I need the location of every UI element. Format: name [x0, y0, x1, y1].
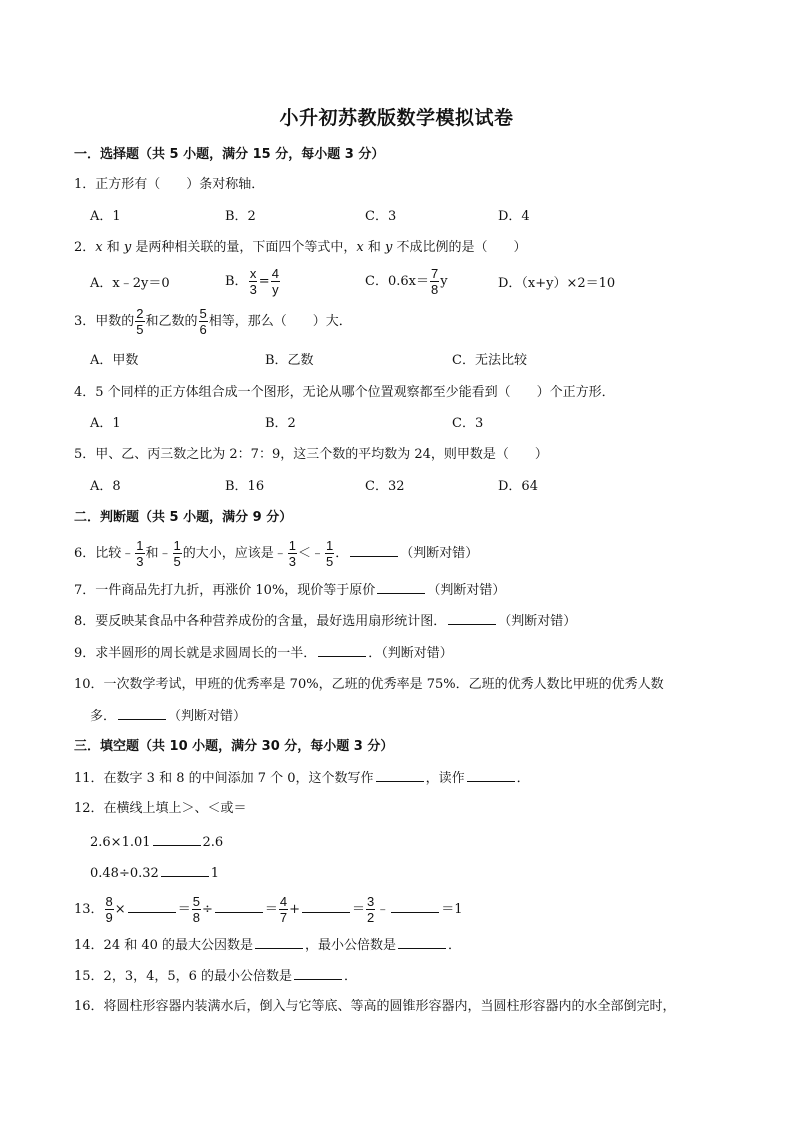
answer-blank[interactable]: [302, 900, 350, 913]
answer-blank[interactable]: [118, 707, 166, 720]
q4-option-b: B．2: [265, 416, 296, 431]
q14-mid: ，最小公倍数是: [305, 938, 397, 953]
denominator: 9: [105, 910, 113, 925]
answer-blank[interactable]: [350, 544, 398, 557]
numerator: x: [249, 266, 257, 281]
fraction: [271, 266, 280, 297]
operator: ÷: [201, 902, 213, 917]
equals: ＝: [352, 902, 366, 917]
fraction: [173, 538, 182, 569]
q2-text: 是两种相关联的量，下面四个等式中，: [131, 240, 357, 255]
q14-prefix: 14．24 和 40 的最大公因数是: [74, 938, 254, 953]
equals: ＝1: [441, 902, 463, 917]
answer-blank[interactable]: [153, 833, 201, 846]
denominator: 3: [136, 554, 144, 569]
denominator: 8: [192, 910, 200, 925]
question-13: [74, 894, 463, 925]
q10-prefix: 多．: [90, 709, 117, 724]
numerator: 4: [279, 894, 288, 909]
q8-text: 8．要反映某食品中各种营养成份的含量，最好选用扇形统计图．: [74, 614, 447, 629]
q3-suffix: 相等，那么（ ）大．: [208, 314, 352, 329]
numerator: 2: [136, 306, 144, 321]
question-7: [74, 581, 505, 600]
question-14: [74, 936, 461, 955]
denominator: 6: [199, 322, 207, 337]
fraction: [288, 538, 297, 569]
q12-row-2: [90, 864, 219, 883]
q6-mid4: ．: [335, 546, 349, 561]
q7-suffix: （判断对错）: [427, 583, 506, 598]
denominator: 5: [136, 322, 144, 337]
denominator: 5: [326, 554, 334, 569]
q5-option-d: D．64: [498, 479, 538, 494]
q2-option-b-label: B．: [225, 274, 248, 289]
fraction: [105, 894, 114, 925]
answer-blank[interactable]: [391, 900, 439, 913]
denominator: y: [272, 282, 279, 297]
numerator: 1: [288, 538, 297, 553]
q4-option-c: C．3: [452, 416, 484, 431]
q1-option-d: D．4: [498, 209, 530, 224]
answer-blank[interactable]: [467, 769, 515, 782]
q15-suffix: ．: [344, 969, 358, 984]
section-heading-choice: 一．选择题（共 5 小题，满分 15 分，每小题 3 分）: [74, 147, 385, 162]
q3-mid: 和乙数的: [145, 314, 198, 329]
question-16: 16．将圆柱形容器内装满水后，倒入与它等底、等高的圆锥形容器内，当圆柱形容器内的水全部倒完时，: [74, 999, 676, 1014]
q1-option-a: A．1: [90, 209, 121, 224]
fraction: [192, 894, 201, 925]
q2-option-b: [225, 266, 281, 297]
q9-suffix: ．（判断对错）: [368, 646, 453, 661]
q6-mid1: 和﹣: [145, 546, 172, 561]
q2-var-y: y: [123, 240, 132, 255]
q2-option-a: A．x﹣2y＝0: [90, 276, 170, 291]
q10-suffix: （判断对错）: [168, 709, 247, 724]
fraction: [199, 306, 208, 337]
q2-and: 和: [102, 240, 124, 255]
answer-blank[interactable]: [318, 644, 366, 657]
q5-option-c: C．32: [365, 479, 405, 494]
question-10-line1: 10．一次数学考试，甲班的优秀率是 70%，乙班的优秀率是 75%．乙班的优秀人数比甲班的优秀人数: [74, 677, 664, 692]
q12-row2-right: 1: [210, 866, 220, 881]
q5-option-a: A．8: [90, 479, 121, 494]
q12-row-1: [90, 833, 223, 852]
equals: ＝: [264, 902, 278, 917]
q2-option-c-label: C．0.6x＝: [365, 274, 429, 289]
q14-suffix: ．: [448, 938, 462, 953]
numerator: 1: [326, 538, 334, 553]
operator: +: [289, 902, 300, 917]
numerator: 1: [173, 538, 181, 553]
q2-option-c: [365, 266, 448, 297]
q12-row1-right: 2.6: [202, 835, 224, 850]
question-4: 4．5 个同样的正方体组合成一个图形，无论从哪个位置观察都至少能看到（ ）个正方形．: [74, 385, 615, 400]
answer-blank[interactable]: [376, 769, 424, 782]
q3-option-c: C．无法比较: [452, 353, 527, 368]
q11-prefix: 11．在数字 3 和 8 的中间添加 7 个 0，这个数写作: [74, 771, 374, 786]
page-title: 小升初苏教版数学模拟试卷: [279, 107, 514, 129]
answer-blank[interactable]: [377, 581, 425, 594]
fraction: [366, 894, 375, 925]
q2-option-c-tail: y: [440, 274, 448, 289]
q2-option-d: D．（x+y）×2＝10: [498, 276, 616, 291]
q2-and2: 和: [363, 240, 385, 255]
q12-row1-left: 2.6×1.01: [90, 835, 151, 850]
numerator: 1: [136, 538, 144, 553]
answer-blank[interactable]: [294, 967, 342, 980]
question-15: [74, 967, 357, 986]
operator: ﹣: [376, 902, 390, 917]
q15-prefix: 15．2，3，4，5，6 的最小公倍数是: [74, 969, 293, 984]
equals: =: [258, 274, 270, 289]
numerator: 8: [105, 894, 113, 909]
numerator: 4: [271, 266, 279, 281]
q13-label: 13．: [74, 902, 104, 917]
q6-prefix: 6．比较﹣: [74, 546, 135, 561]
q3-option-a: A．甲数: [90, 353, 139, 368]
question-9: [74, 644, 453, 663]
denominator: 3: [288, 554, 297, 569]
q11-suffix: ．: [516, 771, 530, 786]
answer-blank[interactable]: [161, 864, 209, 877]
denominator: 3: [249, 282, 257, 297]
q2-var-y2: y: [385, 240, 393, 255]
question-5: 5．甲、乙、丙三数之比为 2：7：9，这三个数的平均数为 24，则甲数是（ ）: [74, 447, 548, 462]
section-heading-fill-in: 三．填空题（共 10 小题，满分 30 分，每小题 3 分）: [74, 739, 394, 754]
q2-text2: 不成比例的是（ ）: [392, 240, 527, 255]
q6-mid2: 的大小，应该是﹣: [182, 546, 287, 561]
q12-row2-left: 0.48÷0.32: [90, 866, 159, 881]
q3-prefix: 3．甲数的: [74, 314, 135, 329]
numerator: 3: [367, 894, 375, 909]
answer-blank[interactable]: [448, 612, 496, 625]
q11-mid: ，读作: [425, 771, 465, 786]
q2-var-x: x: [95, 240, 103, 255]
q1-option-b: B．2: [225, 209, 256, 224]
numerator: 5: [199, 306, 207, 321]
answer-blank[interactable]: [128, 900, 176, 913]
section-heading-judgement: 二．判断题（共 5 小题，满分 9 分）: [74, 510, 293, 525]
q6-mid3: ＜﹣: [298, 546, 325, 561]
denominator: 7: [279, 910, 288, 925]
q4-option-a: A．1: [90, 416, 121, 431]
q2-number: 2．: [74, 240, 96, 255]
q3-option-b: B．乙数: [265, 353, 314, 368]
answer-blank[interactable]: [215, 900, 263, 913]
fraction: [430, 266, 439, 297]
question-8: [74, 612, 576, 631]
q8-suffix: （判断对错）: [498, 614, 577, 629]
question-6: [74, 538, 478, 569]
q5-option-b: B．16: [225, 479, 265, 494]
operator: ×: [114, 902, 126, 917]
q6-suffix: （判断对错）: [400, 546, 479, 561]
question-2: [74, 239, 527, 257]
q2-var-x2: x: [356, 240, 364, 255]
question-1: 1．正方形有（ ）条对称轴．: [74, 177, 265, 192]
fraction: [135, 306, 144, 337]
fraction: [325, 538, 334, 569]
numerator: 5: [192, 894, 200, 909]
answer-blank[interactable]: [398, 936, 446, 949]
denominator: 5: [173, 554, 181, 569]
fraction: [249, 266, 258, 297]
question-12: 12．在横线上填上＞、＜或＝: [74, 801, 247, 816]
question-11: [74, 769, 530, 788]
numerator: 7: [430, 266, 439, 281]
question-3: [74, 306, 352, 337]
denominator: 8: [430, 282, 439, 297]
answer-blank[interactable]: [255, 936, 303, 949]
fraction: [135, 538, 144, 569]
question-10-line2: [90, 707, 246, 726]
fraction: [279, 894, 288, 925]
equals: ＝: [177, 902, 191, 917]
q9-text: 9．求半圆形的周长就是求圆周长的一半．: [74, 646, 317, 661]
q7-text: 7．一件商品先打九折，再涨价 10%，现价等于原价: [74, 583, 376, 598]
q1-option-c: C．3: [365, 209, 397, 224]
denominator: 2: [367, 910, 375, 925]
